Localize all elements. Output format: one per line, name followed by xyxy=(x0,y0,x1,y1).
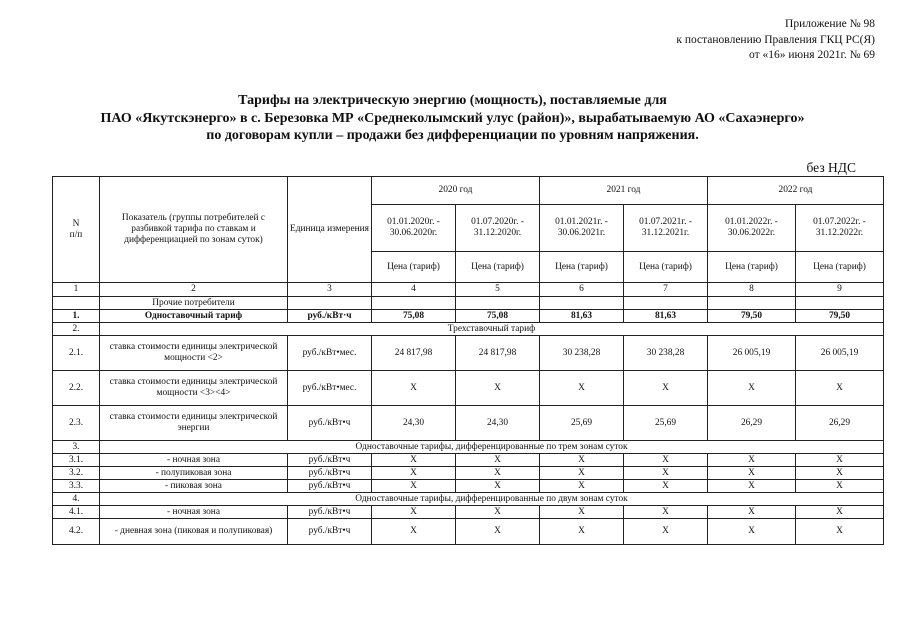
tariff-value: 25,69 xyxy=(540,406,624,441)
empty-cell xyxy=(372,297,456,310)
column-number: 4 xyxy=(372,283,456,297)
table-row xyxy=(53,371,884,406)
header-price: Цена (тариф) xyxy=(540,252,624,283)
section-row xyxy=(53,441,884,454)
section-row xyxy=(53,493,884,506)
table-row xyxy=(53,310,884,323)
tariff-value: 81,63 xyxy=(624,310,708,323)
header-period: 01.07.2020г. - 31.12.2020г. xyxy=(456,205,540,252)
unit-cell: руб./кВт•ч xyxy=(288,506,372,519)
table-row xyxy=(53,336,884,371)
appendix-line-3: от «16» июня 2021г. № 69 xyxy=(749,49,875,61)
tariff-value: 30 238,28 xyxy=(540,336,624,371)
row-number: 2.3. xyxy=(53,406,100,441)
row-number: 3. xyxy=(53,441,100,454)
tariff-value: Х xyxy=(624,454,708,467)
row-number: 3.1. xyxy=(53,454,100,467)
header-year-2021: 2021 год xyxy=(540,177,708,205)
indicator-name: ставка стоимости единицы электрической мощности <3><4> xyxy=(100,371,288,406)
tariff-value: Х xyxy=(708,480,796,493)
header-price: Цена (тариф) xyxy=(708,252,796,283)
tariff-value: Х xyxy=(708,506,796,519)
tariff-value: Х xyxy=(796,506,884,519)
tariff-value: Х xyxy=(372,506,456,519)
tariff-value: 24,30 xyxy=(456,406,540,441)
vat-note: без НДС xyxy=(806,160,856,175)
tariff-value: 79,50 xyxy=(796,310,884,323)
tariff-value: Х xyxy=(456,519,540,545)
header-row-column-numbers xyxy=(53,283,884,297)
unit-cell: руб./кВт•ч xyxy=(288,467,372,480)
tariff-value: Х xyxy=(372,454,456,467)
table-row xyxy=(53,454,884,467)
empty-cell xyxy=(708,297,796,310)
section-row xyxy=(53,323,884,336)
tariff-value: Х xyxy=(708,467,796,480)
tariff-value: Х xyxy=(624,506,708,519)
section-row xyxy=(53,297,884,310)
tariff-table-body xyxy=(53,297,884,545)
header-period: 01.01.2021г. - 30.06.2021г. xyxy=(540,205,624,252)
tariff-value: Х xyxy=(456,371,540,406)
header-price: Цена (тариф) xyxy=(456,252,540,283)
tariff-value: 25,69 xyxy=(624,406,708,441)
table-row xyxy=(53,506,884,519)
tariff-value: Х xyxy=(796,467,884,480)
indicator-name: - полупиковая зона xyxy=(100,467,288,480)
tariff-value: Х xyxy=(372,519,456,545)
tariff-value: Х xyxy=(708,454,796,467)
column-number: 9 xyxy=(796,283,884,297)
tariff-value: 30 238,28 xyxy=(624,336,708,371)
empty-cell xyxy=(624,297,708,310)
unit-cell: руб./кВт•мес. xyxy=(288,371,372,406)
appendix-line-1: Приложение № 98 xyxy=(785,18,875,30)
indicator-name: Одноставочный тариф xyxy=(100,310,288,323)
column-number: 8 xyxy=(708,283,796,297)
indicator-name: - пиковая зона xyxy=(100,480,288,493)
tariff-value: 81,63 xyxy=(540,310,624,323)
section-label: Одноставочные тарифы, дифференцированные по трем зонам суток xyxy=(100,441,884,454)
tariff-value: Х xyxy=(540,454,624,467)
row-number: 2.1. xyxy=(53,336,100,371)
row-number xyxy=(53,297,100,310)
indicator-name: - ночная зона xyxy=(100,454,288,467)
tariff-value: Х xyxy=(796,454,884,467)
row-number: 3.2. xyxy=(53,467,100,480)
unit-cell: руб./кВт•ч xyxy=(288,406,372,441)
tariff-value: Х xyxy=(372,371,456,406)
appendix-note xyxy=(676,17,875,64)
column-number: 5 xyxy=(456,283,540,297)
tariff-value: Х xyxy=(540,371,624,406)
header-year-2022: 2022 год xyxy=(708,177,884,205)
header-period: 01.07.2022г. - 31.12.2022г. xyxy=(796,205,884,252)
table-row xyxy=(53,519,884,545)
row-number: 4.2. xyxy=(53,519,100,545)
tariff-value: Х xyxy=(540,467,624,480)
row-number: 3.3. xyxy=(53,480,100,493)
title-line-1: Тарифы на электрическую энергию (мощность), поставляемые для xyxy=(238,93,667,108)
tariff-value: 26,29 xyxy=(708,406,796,441)
tariff-value: Х xyxy=(796,480,884,493)
tariff-value: 26 005,19 xyxy=(708,336,796,371)
header-price: Цена (тариф) xyxy=(624,252,708,283)
tariff-value: Х xyxy=(456,454,540,467)
empty-cell xyxy=(288,297,372,310)
tariff-value: Х xyxy=(540,506,624,519)
indicator-name: ставка стоимости единицы электрической энергии xyxy=(100,406,288,441)
header-period: 01.01.2022г. - 30.06.2022г. xyxy=(708,205,796,252)
section-label: Трехставочный тариф xyxy=(100,323,884,336)
tariff-value: 24,30 xyxy=(372,406,456,441)
header-price: Цена (тариф) xyxy=(372,252,456,283)
row-number: 4. xyxy=(53,493,100,506)
appendix-line-2: к постановлению Правления ГКЦ РС(Я) xyxy=(676,33,875,46)
table-row xyxy=(53,467,884,480)
tariff-value: Х xyxy=(708,519,796,545)
unit-cell: руб./кВт·ч xyxy=(288,310,372,323)
header-price: Цена (тариф) xyxy=(796,252,884,283)
tariff-value: Х xyxy=(456,506,540,519)
tariff-value: Х xyxy=(624,480,708,493)
tariff-value: Х xyxy=(624,467,708,480)
header-indicator: Показатель (группы потребителей с разбивкой тарифа по ставкам и дифференциацией по зонам суток) xyxy=(100,177,288,283)
unit-cell: руб./кВт•ч xyxy=(288,519,372,545)
title-line-3: по договорам купли – продажи без дифференциации по уровням напряжения. xyxy=(206,128,699,143)
tariff-value: 24 817,98 xyxy=(456,336,540,371)
indicator-name: - дневная зона (пиковая и полупиковая) xyxy=(100,519,288,545)
row-number: 2. xyxy=(53,323,100,336)
indicator-name: ставка стоимости единицы электрической мощности <2> xyxy=(100,336,288,371)
header-period: 01.01.2020г. - 30.06.2020г. xyxy=(372,205,456,252)
tariff-table xyxy=(52,176,884,545)
header-unit: Единица измерения xyxy=(288,177,372,283)
tariff-value: 26 005,19 xyxy=(796,336,884,371)
unit-cell: руб./кВт•мес. xyxy=(288,336,372,371)
tariff-value: Х xyxy=(372,467,456,480)
header-year-2020: 2020 год xyxy=(372,177,540,205)
header-num: N п/п xyxy=(53,177,100,283)
tariff-value: Х xyxy=(540,480,624,493)
column-number: 3 xyxy=(288,283,372,297)
title-line-2: ПАО «Якутскэнерго» в с. Березовка МР «Среднеколымский улус (район)», вырабатываемую АО «Сахаэнерго» xyxy=(100,110,805,126)
row-number: 2.2. xyxy=(53,371,100,406)
document-title xyxy=(0,92,905,145)
tariff-value: Х xyxy=(624,519,708,545)
tariff-value: Х xyxy=(796,519,884,545)
tariff-value: 24 817,98 xyxy=(372,336,456,371)
header-period: 01.07.2021г. - 31.12.2021г. xyxy=(624,205,708,252)
tariff-value: Х xyxy=(540,519,624,545)
empty-cell xyxy=(796,297,884,310)
tariff-value: 75,08 xyxy=(372,310,456,323)
section-label: Одноставочные тарифы, дифференцированные по двум зонам суток xyxy=(100,493,884,506)
indicator-name: - ночная зона xyxy=(100,506,288,519)
tariff-value: 79,50 xyxy=(708,310,796,323)
tariff-value: 75,08 xyxy=(456,310,540,323)
row-number: 4.1. xyxy=(53,506,100,519)
column-number: 7 xyxy=(624,283,708,297)
tariff-value: Х xyxy=(624,371,708,406)
tariff-value: 26,29 xyxy=(796,406,884,441)
tariff-value: Х xyxy=(708,371,796,406)
table-row xyxy=(53,480,884,493)
column-number: 6 xyxy=(540,283,624,297)
header-row-years xyxy=(53,177,884,205)
empty-cell xyxy=(456,297,540,310)
table-row xyxy=(53,406,884,441)
row-number: 1. xyxy=(53,310,100,323)
unit-cell: руб./кВт•ч xyxy=(288,480,372,493)
column-number: 2 xyxy=(100,283,288,297)
unit-cell: руб./кВт•ч xyxy=(288,454,372,467)
tariff-value: Х xyxy=(372,480,456,493)
tariff-value: Х xyxy=(456,467,540,480)
column-number: 1 xyxy=(53,283,100,297)
tariff-value: Х xyxy=(796,371,884,406)
section-label: Прочие потребители xyxy=(100,297,288,310)
tariff-value: Х xyxy=(456,480,540,493)
empty-cell xyxy=(540,297,624,310)
